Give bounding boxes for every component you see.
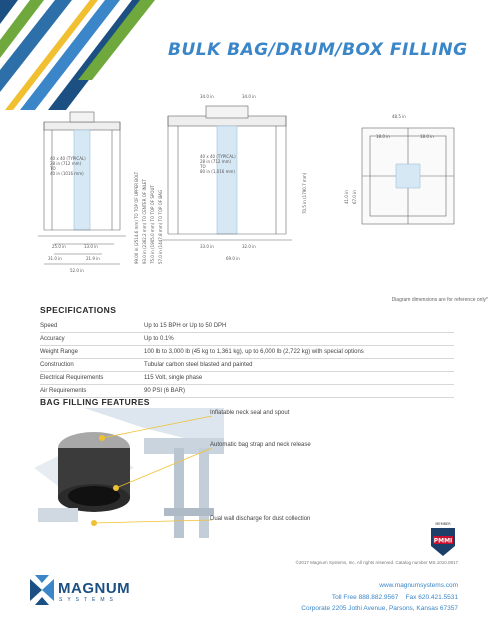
top-view-right <box>362 128 454 224</box>
table-row: Speed Up to 15 BPH or Up to 50 DPH <box>40 320 454 333</box>
front-bag-label-1: 40 x 40 (TYPICAL) <box>200 154 236 159</box>
vertical-notes <box>134 171 163 264</box>
features-heading: BAG FILLING FEATURES <box>40 397 150 407</box>
website-link[interactable]: www.magnumsystems.com <box>379 582 458 589</box>
right-h1: 41.0 in <box>344 190 349 204</box>
corporate-address: 2205 Jothi Avenue, Parsons, Kansas 67357 <box>331 605 458 612</box>
fax-number: 620.421.5531 <box>418 594 458 601</box>
side-dim-b: 13.0 in <box>84 244 98 249</box>
side-dim-total: 52.0 in <box>70 268 84 273</box>
table-row: Electrical Requirements 115 Volt, single phase <box>40 372 454 385</box>
page-title: BULK BAG/DRUM/BOX FILLING <box>168 40 468 60</box>
corporate-label: Corporate <box>301 605 331 612</box>
front-bag-label-3: TO <box>200 164 206 169</box>
side-view-left <box>38 112 126 264</box>
callout-dual-wall: Dual wall discharge for dust collection <box>210 516 311 522</box>
svg-text:MEMBER: MEMBER <box>435 522 451 526</box>
table-row: Construction Tubular carbon steel blasted and painted <box>40 359 454 372</box>
toll-free-number[interactable]: 888.882.9567 <box>358 594 399 601</box>
side-dim-d: 21.9 in <box>86 256 100 261</box>
table-row: Accuracy Up to 0.1% <box>40 333 454 346</box>
fax-label: Fax <box>405 594 417 601</box>
right-h2: 67.0 in <box>352 190 357 204</box>
specifications-table <box>40 320 454 398</box>
front-top-left: 34.0 in <box>200 94 214 99</box>
front-bag-label-4: 80 in (1,016 mm) <box>200 169 235 174</box>
side-bag-label-3: TO <box>50 166 56 171</box>
side-dim-a: 25.0 in <box>52 244 66 249</box>
logo-name: MAGNUM <box>58 580 131 597</box>
svg-text:57.0 in (1447.8 mm) TO TOP OF: 57.0 in (1447.8 mm) TO TOP OF BAG <box>158 190 163 264</box>
svg-text:93.0 in (2362.2 mm) TO CENTER: 93.0 in (2362.2 mm) TO CENTER OF INLET <box>142 179 147 264</box>
right-right: 18.0 in <box>420 134 434 139</box>
svg-text:75.0 in (1905.0 mm) TO TOP OF: 75.0 in (1905.0 mm) TO TOP OF SPOUT <box>150 185 155 264</box>
callout-bag-strap: Automatic bag strap and neck release <box>210 442 311 448</box>
front-bottom-total: 69.0 in <box>226 256 240 261</box>
table-row: Air Requirements 90 PSI (6 BAR) <box>40 385 454 398</box>
phone-line <box>240 594 458 601</box>
bag-filler-photo <box>24 408 224 548</box>
svg-text:PMMI: PMMI <box>433 537 453 545</box>
right-left: 18.0 in <box>376 134 390 139</box>
side-bag-label-2: 28 in (712 mm) <box>50 161 82 166</box>
side-bag-label-4: 40 in (1016 mm) <box>50 171 84 176</box>
side-dim-c: 31.0 in <box>48 256 62 261</box>
toll-free-label: Toll Free <box>331 594 357 601</box>
side-bag-label-1: 40 x 40 (TYPICAL) <box>50 156 86 161</box>
specifications-heading: SPECIFICATIONS <box>40 305 117 315</box>
front-fill-height: 70.5 in (1790.7 mm) <box>302 172 307 214</box>
logo-sub: SYSTEMS <box>59 597 118 603</box>
front-bag-label-2: 28 in (712 mm) <box>200 159 232 164</box>
svg-text:99.00 in (2514.6 mm) TO TOP OF: 99.00 in (2514.6 mm) TO TOP OF UPPER BOLT <box>134 171 139 264</box>
diagram-note: Diagram dimensions are for reference only* <box>391 297 488 303</box>
callout-neck-seal: Inflatable neck seal and spout <box>210 410 290 416</box>
front-bottom-right: 32.0 in <box>242 244 256 249</box>
table-row: Weight Range 100 lb to 3,000 lb (45 kg to 1,361 kg), up to 6,000 lb (2,722 kg) with special options <box>40 346 454 359</box>
copyright: ©2017 Magnum Systems, Inc. All rights reserved. Catalog number MS.1010.0817 <box>295 560 458 565</box>
address-line <box>240 605 458 612</box>
front-top-right: 34.0 in <box>242 94 256 99</box>
pmmi-badge <box>428 520 458 558</box>
right-top: 48.5 in <box>392 114 406 119</box>
front-bottom-left: 33.0 in <box>200 244 214 249</box>
